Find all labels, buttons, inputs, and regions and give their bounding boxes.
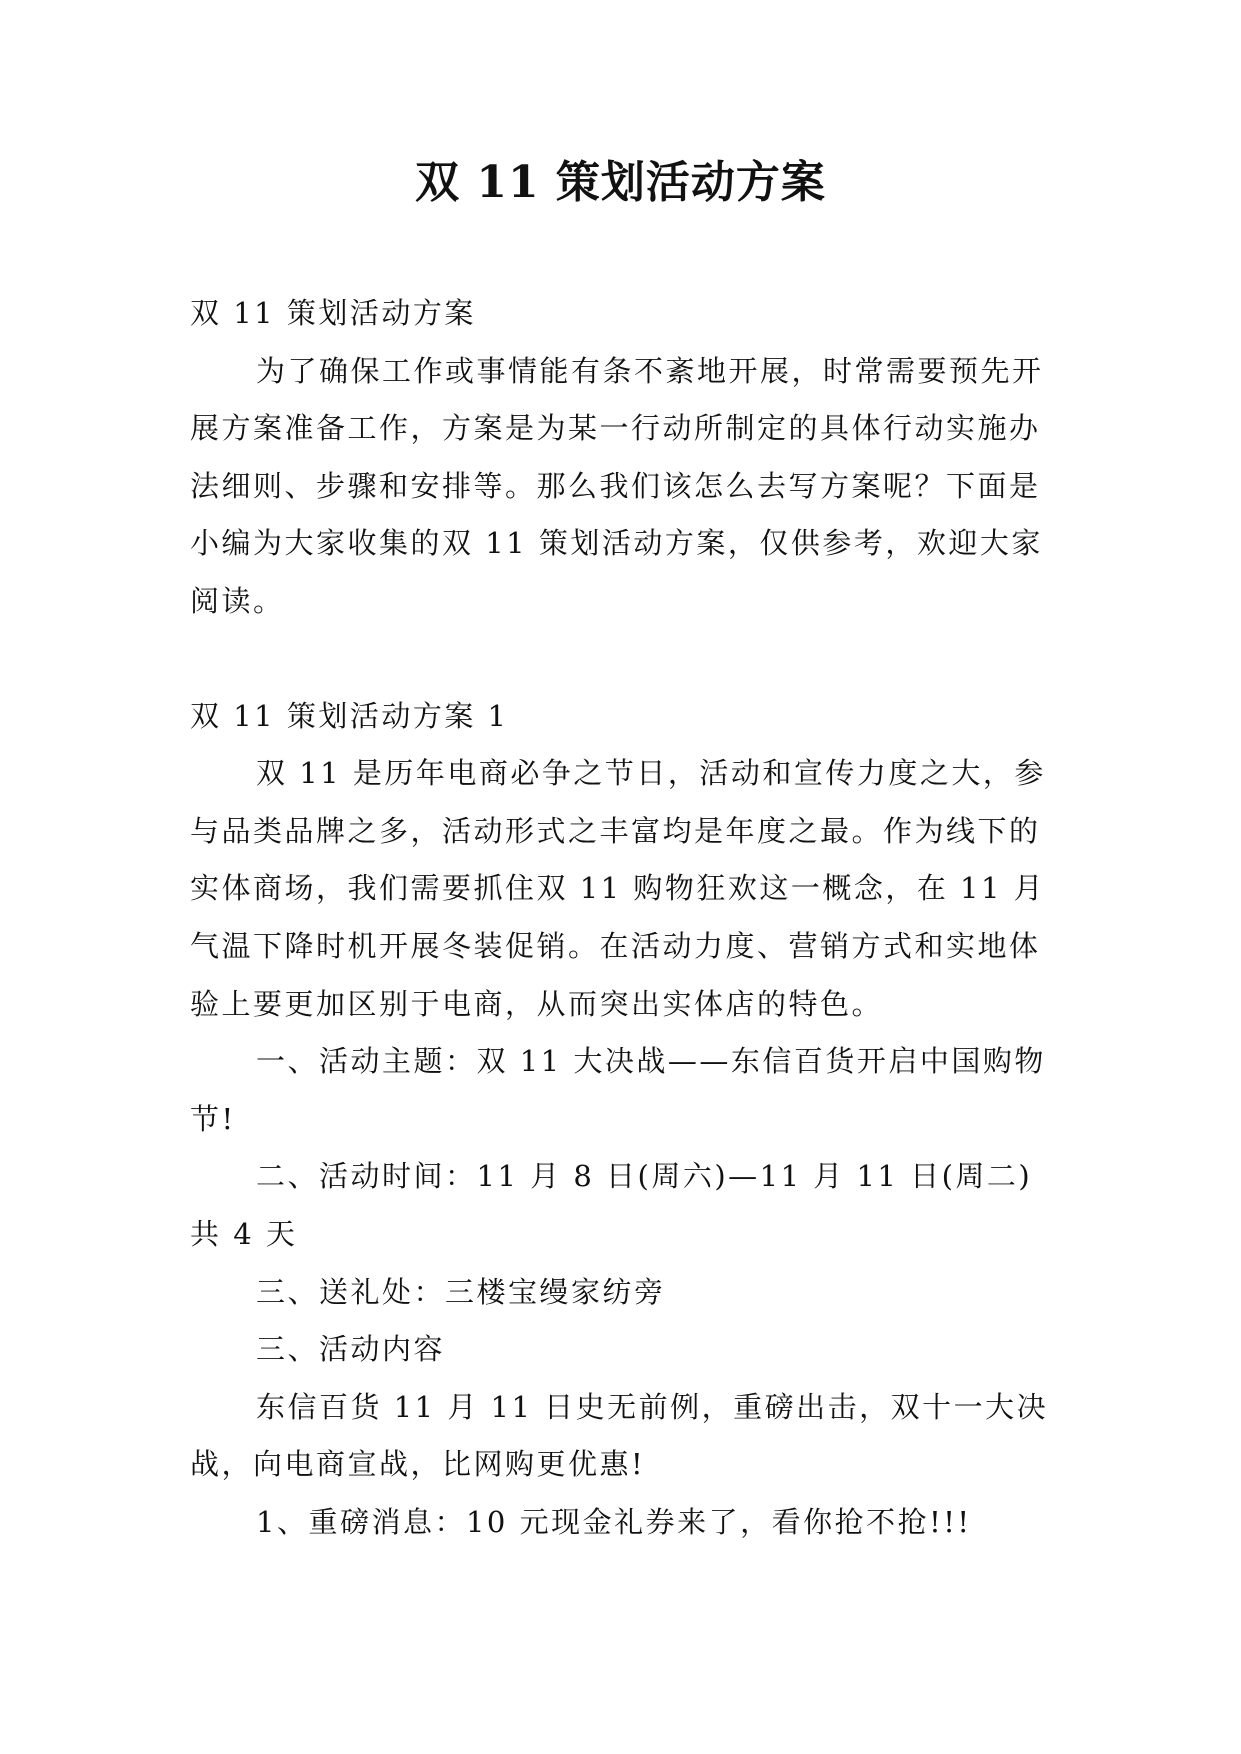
section-paragraph: 双 11 是历年电商必争之节日，活动和宣传力度之大，参与品类品牌之多，活动形式之丰富均是年度之最。作为线下的实体商场，我们需要抓住双 11 购物狂欢这一概念，在 11 月气温下降时机开展冬装促销。在活动力度、营销方式和实地体验上要更加区别于电商，从而突出实体店的特色。 xyxy=(190,756,1046,1021)
theme-item: 一、活动主题：双 11 大决战——东信百货开启中国购物节! xyxy=(190,1044,1046,1136)
time-item: 二、活动时间：11 月 8 日(周六)—11 月 11 日(周二)共 4 天 xyxy=(190,1159,1033,1251)
section-heading: 双 11 策划活动方案 1 xyxy=(190,698,509,733)
content-heading: 三、活动内容 xyxy=(256,1332,446,1367)
content-list-item: 1、重磅消息：10 元现金礼券来了，看你抢不抢!!! xyxy=(256,1504,972,1539)
content-paragraph: 东信百货 11 月 11 日史无前例，重磅出击，双十一大决战，向电商宣战，比网购更优惠! xyxy=(190,1389,1049,1482)
gift-location-item: 三、送礼处：三楼宝缦家纺旁 xyxy=(256,1274,666,1309)
document-subtitle: 双 11 策划活动方案 xyxy=(190,296,476,330)
document-body xyxy=(190,285,1050,1551)
intro-paragraph: 为了确保工作或事情能有条不紊地开展，时常需要预先开展方案准备工作，方案是为某一行动所制定的具体行动实施办法细则、步骤和安排等。那么我们该怎么去写方案呢？下面是小编为大家收集的双 11 策划活动方案，仅供参考，欢迎大家阅读。 xyxy=(190,353,1044,618)
document-title: 双 11 策划活动方案 xyxy=(415,157,826,208)
